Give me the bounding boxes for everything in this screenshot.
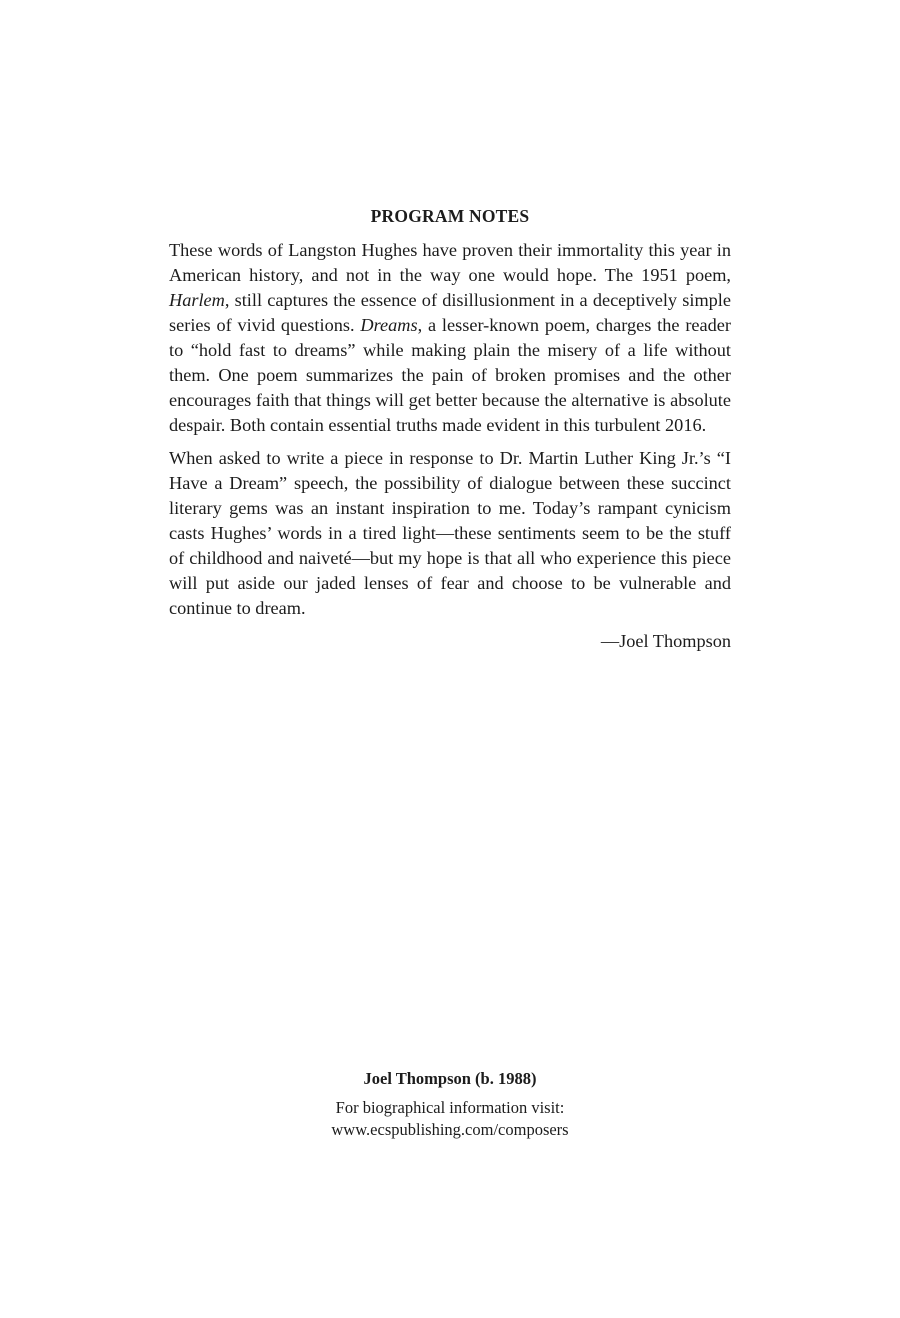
notes-paragraph-1 — [169, 238, 731, 438]
paragraph-1-text-b: , still captures the essence of disillusionment in a deceptively simple series of vivid questions. — [169, 290, 731, 335]
program-notes-body — [169, 238, 731, 654]
poem-title-harlem: Harlem — [169, 290, 225, 310]
composer-bio — [0, 1068, 900, 1141]
paragraph-1-text-c: , a lesser-known poem, charges the reader to “hold fast to dreams” while making plain the misery of a life without them. One poem summarizes the pain of broken promises and the other encourages faith that things will get better because the alternative is absolute despair. Both contain essential truths made evident in this turbulent 2016. — [169, 315, 732, 435]
page-title: PROGRAM NOTES — [370, 206, 530, 226]
composer-name: Joel Thompson (b. 1988) — [363, 1069, 537, 1088]
bio-url: www.ecspublishing.com/composers — [331, 1120, 569, 1139]
bio-info-line: For biographical information visit: — [335, 1098, 565, 1117]
notes-paragraph-2: When asked to write a piece in response to Dr. Martin Luther King Jr.’s “I Have a Dream” speech, the possibility of dialogue between these succinct literary gems was an instant inspiration to me. Today’s rampant cynicism casts Hughes’ words in a tired light—these sentiments seem to be the stuff of childhood and naiveté—but my hope is that all who experience this piece will put aside our jaded lenses of fear and choose to be vulnerable and continue to dream. — [169, 448, 731, 618]
paragraph-1-text-a: These words of Langston Hughes have proven their immortality this year in American history, and not in the way one would hope. The 1951 poem, — [169, 240, 731, 285]
author-signature: —Joel Thompson — [600, 631, 731, 651]
poem-title-dreams: Dreams — [360, 315, 418, 335]
